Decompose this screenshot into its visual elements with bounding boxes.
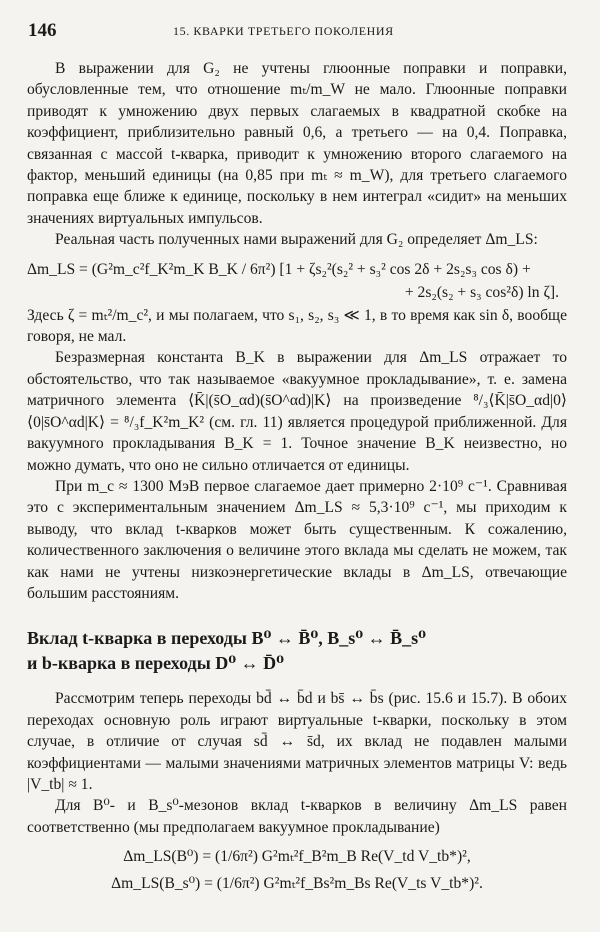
page-number: 146 <box>28 20 57 41</box>
page-body <box>27 58 567 894</box>
section-heading <box>27 626 567 676</box>
equation-delta-m-ls-line-1: Δm_LS = (G²m_c²f_K²m_K B_K / 6π²) [1 + ζs₂²(s₂² + s₃² cos 2δ + 2s₂s₃ cos δ) + <box>27 260 531 278</box>
equation-delta-m-ls-line-2: + 2s₂(s₂ + s₃ cos²δ) ln ζ]. <box>404 283 559 301</box>
section-heading-line-1: Вклад t-кварка в переходы B⁰ ↔ B̄⁰, B_s⁰ ↔ B̄_s⁰ <box>27 628 427 649</box>
running-title: 15. КВАРКИ ТРЕТЬЕГО ПОКОЛЕНИЯ <box>173 24 394 38</box>
equation-bs0: Δm_LS(B_s⁰) = (1/6π²) G²mₜ²f_Bs²m_Bs Re(V_ts V_tb*)². <box>111 875 483 893</box>
paragraph-2: Реальная часть полученных нами выражений для G₂ определяет Δm_LS: <box>55 231 538 249</box>
equation-b0: Δm_LS(B⁰) = (1/6π²) G²mₜ²f_B²m_B Re(V_td V_tb*)², <box>123 848 471 866</box>
paragraph-6: Рассмотрим теперь переходы bd̄ ↔ b̄d и bs̄ ↔ b̄s (рис. 15.6 и 15.7). В обоих переходах основную роль играют виртуальные t-кварки, поскольку в этом случае, в отличие от случая sd̄ ↔ s̄d, их вклад не подавлен малыми коэффициентами — малыми значениями матричных элементов матрицы V: ведь |V_tb| ≈ 1. <box>27 690 567 793</box>
paragraph-7: Для B⁰- и B_s⁰-мезонов вклад t-кварков в величину Δm_LS равен соответственно (мы предполагаем вакуумное прокладывание) <box>27 797 567 836</box>
paragraph-1: В выражении для G₂ не учтены глюонные поправки и поправки, обусловленные тем, что отношение mₜ/m_W не мало. Глюонные поправки приводят к умножению двух первых слагаемых в квадратной скобке на коэффициент, приблизительно равный 0,6, а третьего — на 0,4. Поправка, связанная с массой t-кварка, приводит к умножению второго слагаемого на фактор, меньший единицы (на 0,85 при mₜ ≈ m_W), для третьего слагаемого поправка еще ближе к единице, поскольку в нем интеграл «сидит» на меньших значениях виртуальных импульсов. <box>27 60 567 227</box>
paragraph-3: Здесь ζ = mₜ²/m_c², и мы полагаем, что s₁, s₂, s₃ ≪ 1, в то время как sin δ, вообще говоря, не мал. <box>27 306 567 346</box>
page-header <box>28 20 568 44</box>
paragraph-5: При m_c ≈ 1300 МэВ первое слагаемое дает примерно 2·10⁹ c⁻¹. Сравнивая это с экспериментальным значением Δm_LS ≈ 5,3·10⁹ c⁻¹, мы приходим к выводу, что вклад t-кварков может быть существенным. К сожалению, количественного заключения о величине этого вклада мы сделать не можем, так как нами не учтены низкоэнергетические вклады в Δm_LS, отвечающие большим расстояниям. <box>27 477 567 602</box>
section-heading-line-2: и b-кварка в переходы D⁰ ↔ D̄⁰ <box>27 653 285 674</box>
paragraph-4: Безразмерная константа B_K в выражении для Δm_LS отражает то обстоятельство, что так называемое «вакуумное прокладывание», т. е. замена матричного элемента ⟨K̄|(s̄O_αd)(s̄O^αd)|K⟩ на произведение ⁸/₃⟨K̄|s̄O_αd|0⟩⟨0|s̄O^αd|K⟩ = ⁸/₃f_K²m_K² (см. гл. 11) является процедурой приближенной. Для вакуумного прокладывания B_K = 1. Точное значение B_K неизвестно, но можно думать, что оно не сильно отличается от единицы. <box>27 349 567 474</box>
